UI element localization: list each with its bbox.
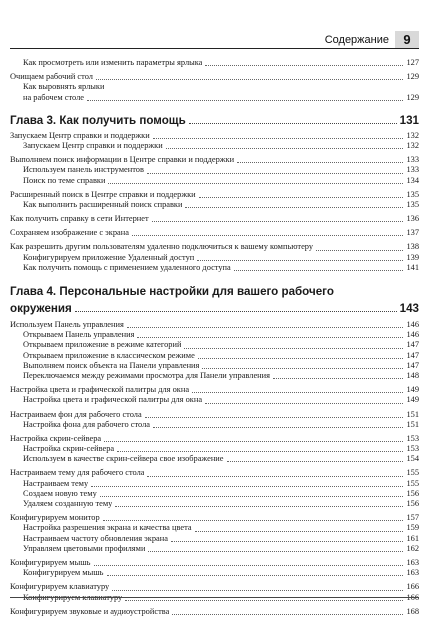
toc-entry-title: Настройка цвета и графической палитры для окна xyxy=(10,385,190,395)
toc-entry-title: Настройка разрешения экрана и качества цвета xyxy=(23,523,192,533)
toc-entry-title: Конфигурируем клавиатуру xyxy=(23,592,123,602)
toc-entry-title: Выполняем поиск объекта на Панели управления xyxy=(23,360,200,370)
toc-entry xyxy=(10,607,419,617)
toc-block-c xyxy=(10,320,419,617)
toc-entry-leader xyxy=(237,162,403,163)
toc-entry-leader xyxy=(107,575,404,576)
toc-entry-title: Конфигурируем мышь xyxy=(23,568,104,578)
toc-entry-title: Используем Панель управления xyxy=(10,320,124,329)
header-rule xyxy=(10,48,419,49)
toc-entry xyxy=(10,340,419,350)
toc-entry-leader xyxy=(202,368,403,369)
chapter-3-title: Глава 3. Как получить помощь xyxy=(10,113,186,127)
toc-entry xyxy=(10,165,419,175)
toc-entry xyxy=(10,568,419,578)
toc-entry-title: Удаляем созданную тему xyxy=(23,499,113,508)
page-number-box: 9 xyxy=(395,31,419,49)
toc-entry-title: Поиск по теме справки xyxy=(23,175,106,185)
toc-entry-title: Конфигурируем монитор xyxy=(10,513,100,523)
toc-entry-leader xyxy=(205,65,403,66)
toc-entry-title: Настраиваем фон для рабочего стола xyxy=(10,409,142,419)
toc-entry-page: 147 xyxy=(406,340,419,350)
toc-entry xyxy=(10,420,419,430)
toc-entry-title: Настройка цвета и графической палитры для окна xyxy=(23,395,203,405)
toc-entry-page: 168 xyxy=(406,606,419,616)
toc-entry-title: Конфигурируем мышь xyxy=(10,557,91,567)
running-header xyxy=(10,31,419,49)
toc-entry-leader xyxy=(197,260,403,261)
toc-entry-title: Настраиваем тему для рабочего стола xyxy=(10,468,145,478)
toc-entry-page: 133 xyxy=(406,155,419,165)
toc-entry-title: Создаем новую тему xyxy=(23,488,97,498)
toc-entry-leader xyxy=(185,207,403,208)
toc-entry xyxy=(10,558,419,568)
toc-entry-page: 129 xyxy=(406,72,419,82)
toc-entry-leader xyxy=(199,197,404,198)
toc-entry-leader xyxy=(112,590,403,591)
chapter-4-page: 143 xyxy=(399,302,419,315)
toc-entry-page: 153 xyxy=(406,444,419,454)
toc-entry xyxy=(10,371,419,381)
toc-block-a xyxy=(10,58,419,103)
toc-entry-leader xyxy=(100,496,404,497)
toc-entry-page: 146 xyxy=(406,320,419,329)
toc-entry-title: Запускаем Центр справки и поддержки xyxy=(23,140,163,150)
toc-entry-leader xyxy=(115,506,403,507)
chapter-3-leader xyxy=(189,123,397,124)
toc-entry xyxy=(10,228,419,238)
toc-entry-leader xyxy=(125,600,403,601)
toc-entry xyxy=(10,499,419,509)
toc-entry-leader xyxy=(147,476,403,477)
toc-entry-page: 161 xyxy=(406,533,419,543)
toc-entry xyxy=(10,361,419,371)
toc-entry xyxy=(10,479,419,489)
toc-entry-leader xyxy=(104,441,403,442)
toc-entry-title: Используем в качестве скрин-сейвера свое изображение xyxy=(23,454,224,464)
toc-entry-page: 163 xyxy=(406,568,419,578)
header-title: Содержание xyxy=(324,34,389,46)
toc-entry-page: 141 xyxy=(406,262,419,272)
toc-entry xyxy=(10,93,419,103)
toc-entry-title: Настройка фона для рабочего стола xyxy=(23,419,150,429)
toc-entry-title: Выполняем поиск информации в Центре справки и поддержки xyxy=(10,155,235,165)
toc-entry xyxy=(10,454,419,464)
toc-entry-page: 155 xyxy=(406,478,419,488)
chapter-4-title-line1: Глава 4. Персональные настройки для вашего рабочего xyxy=(10,285,334,298)
toc-entry xyxy=(10,58,419,68)
toc-entry xyxy=(10,263,419,273)
toc-entry-title: Управляем цветовыми профилями xyxy=(23,543,146,553)
toc-entry xyxy=(10,468,419,478)
toc-entry-page: 133 xyxy=(406,165,419,175)
toc-entry-page: 151 xyxy=(406,419,419,429)
toc-entry-title: Используем панель инструментов xyxy=(23,165,144,175)
toc-entry-leader xyxy=(103,520,404,521)
toc-entry-title: Настраиваем частоту обновления экрана xyxy=(23,533,168,543)
toc-entry xyxy=(10,200,419,210)
toc-entry-page: 135 xyxy=(406,189,419,199)
toc-entry xyxy=(10,513,419,523)
toc-entry-title: Как просмотреть или изменить параметры ярлыка xyxy=(23,58,203,67)
toc-entry-leader xyxy=(172,614,403,615)
toc-entry-title: Конфигурируем приложение Удаленный доступ xyxy=(23,252,195,262)
toc-entry-page: 138 xyxy=(406,242,419,252)
toc-entry-page: 137 xyxy=(406,228,419,238)
toc-entry xyxy=(10,190,419,200)
toc-entry-page: 147 xyxy=(406,360,419,370)
toc-entry-page: 151 xyxy=(406,409,419,419)
toc-entry-title: Настройка скрин-сейвера xyxy=(10,433,102,443)
toc-entry-leader xyxy=(96,79,403,80)
toc-entry-page: 149 xyxy=(406,395,419,405)
toc-entry-title: Переключаемся между режимами просмотра для Панели управления xyxy=(23,370,270,380)
toc-entry xyxy=(10,410,419,420)
chapter-3-page: 131 xyxy=(399,113,419,127)
toc-entry xyxy=(10,444,419,454)
toc-entry-page: 154 xyxy=(406,454,419,464)
toc-entry-title: Открываем приложение в классическом режиме xyxy=(23,350,195,360)
toc-entry-title: Как получить помощь с применением удаленного доступа xyxy=(23,262,231,272)
toc-entry-title: Настраиваем тему xyxy=(23,478,89,488)
toc-entry-title: на рабочем столе xyxy=(23,92,84,102)
toc-entry-leader xyxy=(153,138,404,139)
toc-entry-page: 162 xyxy=(406,543,419,553)
toc-entry xyxy=(10,253,419,263)
toc-entry-page: 135 xyxy=(406,199,419,209)
toc-entry xyxy=(10,155,419,165)
toc-entry xyxy=(10,141,419,151)
footer-rule xyxy=(10,597,419,598)
toc-entry-title: Расширенный поиск в Центре справки и поддержки xyxy=(10,189,196,199)
toc-entry-leader xyxy=(192,392,403,393)
toc-entry-leader xyxy=(148,551,403,552)
table-of-contents xyxy=(10,58,419,617)
toc-entry-title: Конфигурируем клавиатуру xyxy=(10,582,110,592)
toc-entry-leader xyxy=(152,221,404,222)
toc-entry-leader xyxy=(195,531,404,532)
toc-entry-leader xyxy=(166,148,404,149)
toc-entry-title: Сохраняем изображение с экрана xyxy=(10,228,129,238)
toc-entry xyxy=(10,582,419,592)
toc-entry xyxy=(10,242,419,252)
toc-block-b xyxy=(10,131,419,273)
toc-entry-page: 147 xyxy=(406,350,419,360)
toc-entry-leader xyxy=(273,378,403,379)
toc-entry-title: Как разрешить другим пользователям удаленно подключиться к вашему компьютеру xyxy=(10,242,314,252)
chapter-4-leader xyxy=(75,311,397,312)
toc-entry xyxy=(10,534,419,544)
toc-entry xyxy=(10,330,419,340)
toc-entry-title: Как выровнять ярлыки xyxy=(23,82,105,92)
toc-entry-page: 129 xyxy=(406,92,419,102)
toc-entry-page: 149 xyxy=(406,385,419,395)
toc-entry-leader xyxy=(234,270,404,271)
toc-entry-page: 153 xyxy=(406,433,419,443)
toc-entry-page: 134 xyxy=(406,175,419,185)
toc-entry-title: Открываем Панель управления xyxy=(23,330,135,340)
toc-entry-title: Как получить справку в сети Интернет xyxy=(10,214,149,224)
toc-entry-page: 132 xyxy=(406,140,419,150)
toc-entry xyxy=(10,214,419,224)
toc-entry-page: 148 xyxy=(406,370,419,380)
toc-entry-leader xyxy=(145,417,404,418)
chapter-4-title-line2: окружения xyxy=(10,302,72,315)
toc-entry-title: Открываем приложение в режиме категорий xyxy=(23,340,182,350)
toc-entry-page: 139 xyxy=(406,252,419,262)
toc-entry-page: 156 xyxy=(406,499,419,508)
toc-entry-leader xyxy=(316,250,403,251)
toc-entry-page: 155 xyxy=(406,468,419,478)
toc-entry-leader xyxy=(171,541,403,542)
toc-entry-page: 157 xyxy=(406,513,419,523)
toc-entry-page: 159 xyxy=(406,523,419,533)
toc-entry-leader xyxy=(108,183,403,184)
toc-entry-leader xyxy=(87,100,403,101)
toc-entry-leader xyxy=(91,486,403,487)
toc-entry-page: 132 xyxy=(406,130,419,140)
toc-entry-title: Очищаем рабочий стол xyxy=(10,72,93,82)
toc-entry xyxy=(10,72,419,82)
toc-entry-page: 156 xyxy=(406,488,419,498)
toc-entry-leader xyxy=(198,358,404,359)
toc-entry xyxy=(10,523,419,533)
toc-entry-title: Как выполнить расширенный поиск справки xyxy=(23,199,183,209)
toc-entry xyxy=(10,82,419,92)
toc-entry-leader xyxy=(94,565,404,566)
toc-entry-title: Конфигурируем звуковые и аудиоустройства xyxy=(10,606,170,616)
toc-entry-leader xyxy=(117,451,403,452)
chapter-4-heading xyxy=(10,302,419,315)
toc-entry-page: 136 xyxy=(406,214,419,224)
toc-entry-leader xyxy=(132,235,403,236)
toc-entry-leader xyxy=(153,427,403,428)
toc-entry-page: 166 xyxy=(406,582,419,592)
chapter-3-heading xyxy=(10,114,419,127)
toc-entry xyxy=(10,385,419,395)
toc-entry-leader xyxy=(137,337,403,338)
toc-entry xyxy=(10,544,419,554)
toc-entry-leader xyxy=(227,461,404,462)
toc-entry-leader xyxy=(147,173,404,174)
toc-entry-leader xyxy=(184,348,403,349)
toc-entry-page: 127 xyxy=(406,58,419,67)
toc-entry xyxy=(10,489,419,499)
toc-entry-page: 166 xyxy=(406,592,419,602)
toc-entry xyxy=(10,131,419,141)
toc-entry-title: Настройка скрин-сейвера xyxy=(23,444,115,454)
toc-entry xyxy=(10,395,419,405)
toc-entry xyxy=(10,176,419,186)
toc-entry xyxy=(10,320,419,330)
toc-entry-leader xyxy=(205,403,403,404)
toc-entry xyxy=(10,434,419,444)
toc-entry-page: 146 xyxy=(406,330,419,340)
toc-entry-leader xyxy=(127,327,404,328)
toc-entry xyxy=(10,351,419,361)
toc-entry-page: 163 xyxy=(406,557,419,567)
toc-entry-title: Запускаем Центр справки и поддержки xyxy=(10,130,150,140)
